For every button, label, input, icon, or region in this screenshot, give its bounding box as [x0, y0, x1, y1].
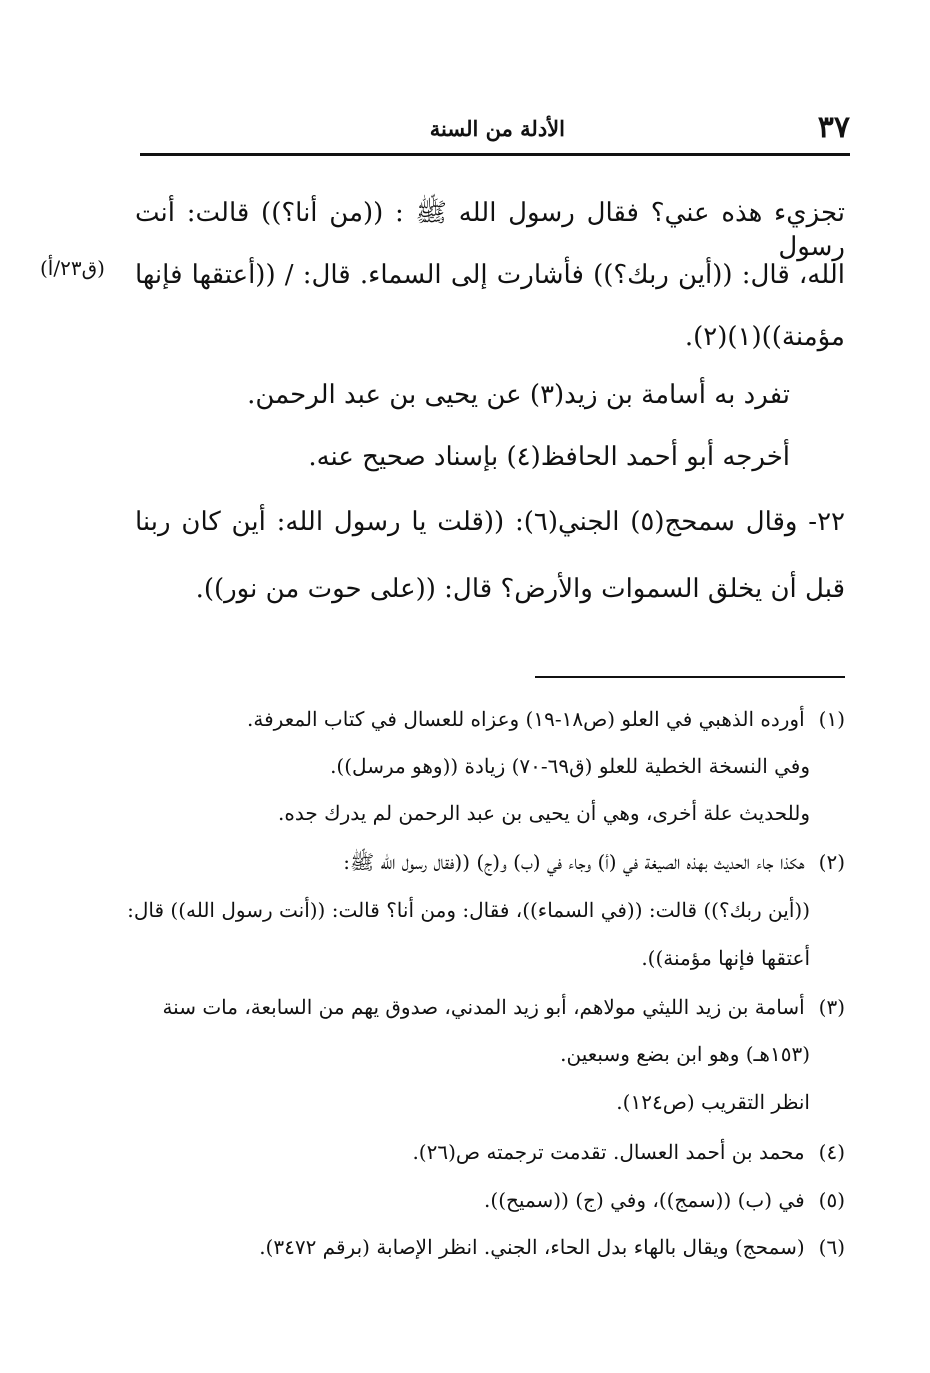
footnote-number: (٥) [818, 1188, 845, 1212]
footnote-text: أسامة بن زيد الليثي مولاهم، أبو زيد المدني، صدوق يهم من السابعة، مات سنة [162, 995, 805, 1019]
footnote-number: (٦) [818, 1235, 845, 1259]
footnote-1-line-2: وفي النسخة الخطية للعلو (ق٦٩-٧٠) زيادة ((وهو مرسل)). [330, 754, 810, 778]
footnote-5 [484, 1186, 845, 1214]
footnote-2-line-2: ((أين ربك؟)) قالت: ((في السماء))، فقال: ومن أنا؟ قالت: ((أنت رسول الله)) قال: [127, 898, 810, 922]
footnote-number: (٢) [818, 850, 845, 874]
footnote-text: هكذا جاء الحديث بهذه الصيغة في (أ) وجاء في (ب) و(ج) ((فقال رسول الله ﷺ: [343, 850, 805, 874]
footnote-3-line-2: (١٥٣هـ) وهو ابن بضع وسبعين. [560, 1042, 810, 1066]
body-line-5: أخرجه أبو أحمد الحافظ(٤) بإسناد صحيح عنه. [308, 442, 790, 472]
body-line-3: مؤمنة))(١)(٢). [684, 322, 845, 352]
footnote-6 [259, 1233, 845, 1261]
page-header [140, 108, 850, 152]
footnote-number: (١) [818, 707, 845, 731]
footnote-3 [162, 993, 845, 1021]
footnote-text: (سمحج) ويقال بالهاء بدل الحاء، الجني. انظر الإصابة (برقم ٣٤٧٢). [259, 1235, 805, 1259]
body-line-1: تجزيء هذه عني؟ فقال رسول الله ﷺ : ((من أنا؟)) قالت: أنت رسول [135, 198, 845, 262]
body-line-7: قبل أن يخلق السموات والأرض؟ قال: ((على حوت من نور)). [195, 574, 845, 604]
footnote-number: (٤) [818, 1140, 845, 1164]
running-title: الأدلة من السنة [429, 116, 565, 141]
footnote-3-line-3: انظر التقريب (ص١٢٤). [616, 1090, 810, 1114]
footnote-2-line-3: أعتقها فإنها مؤمنة)). [641, 946, 810, 970]
footnote-4 [412, 1138, 845, 1166]
header-divider [140, 153, 850, 156]
page-number: ٣٧ [817, 110, 850, 145]
body-line-4: تفرد به أسامة بن زيد(٣) عن يحيى بن عبد الرحمن. [247, 380, 790, 410]
footnote-2 [343, 848, 845, 876]
footnote-text: في (ب) ((سمج))، وفي (ج) ((سميح)). [484, 1188, 805, 1212]
footnote-number: (٣) [818, 995, 845, 1019]
footnote-1-line-3: وللحديث علة أخرى، وهي أن يحيى بن عبد الرحمن لم يدرك جده. [278, 801, 810, 825]
footnote-text: أورده الذهبي في العلو (ص١٨-١٩) وعزاه للعسال في كتاب المعرفة. [247, 707, 805, 731]
body-line-6: ٢٢- وقال سمحج(٥) الجني(٦): ((قلت يا رسول الله: أين كان ربنا [135, 507, 846, 537]
manuscript-folio-ref: (ق٢٣/أ) [40, 256, 105, 280]
body-line-2: الله، قال: ((أين ربك؟)) فأشارت إلى السماء. قال: / ((أعتقها فإنها [135, 260, 845, 290]
footnote-divider [535, 676, 845, 678]
footnote-text: محمد بن أحمد العسال. تقدمت ترجمته ص(٢٦). [412, 1140, 805, 1164]
footnote-1 [247, 705, 845, 733]
